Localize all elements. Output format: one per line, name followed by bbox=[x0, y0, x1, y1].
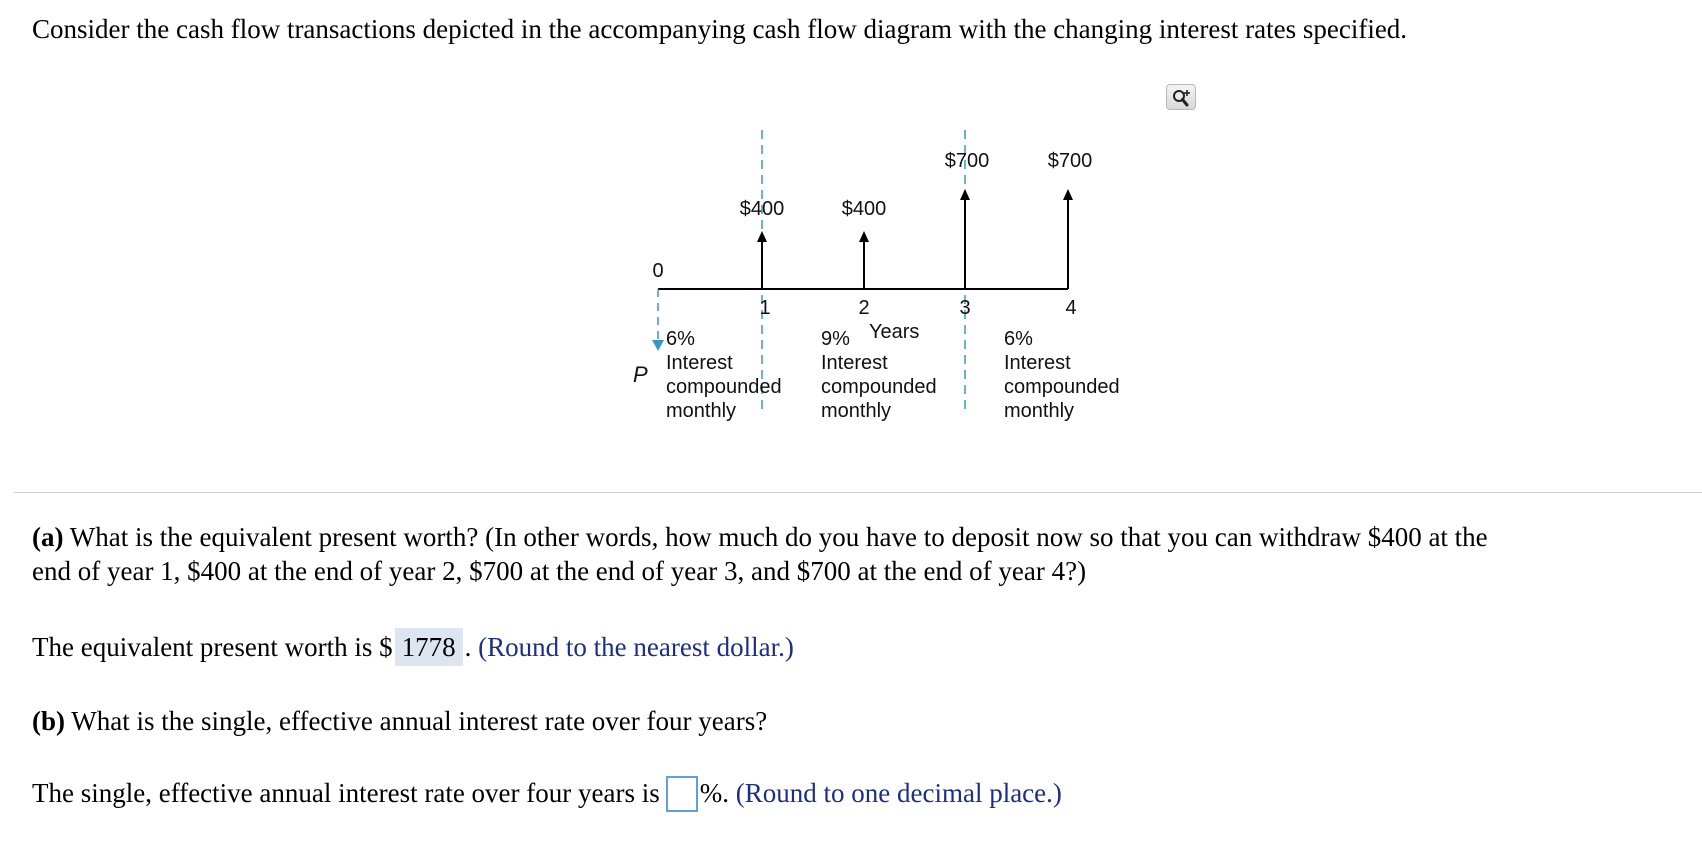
part-a-answer-prefix: The equivalent present worth is $ bbox=[32, 632, 393, 662]
present-worth-arrowhead bbox=[652, 340, 664, 351]
part-b-answer-line bbox=[32, 776, 1062, 812]
arrowhead-year-4 bbox=[1063, 189, 1073, 200]
interest-period-2: 9% Interest compounded monthly bbox=[821, 328, 937, 422]
part-b-answer-prefix: The single, effective annual interest rate over four years is bbox=[32, 778, 660, 808]
time-label-2: 2 bbox=[858, 297, 870, 319]
part-a-question bbox=[32, 520, 1488, 554]
cash-flow-amount-1: $400 bbox=[739, 198, 785, 220]
part-a-hint: (Round to the nearest dollar.) bbox=[478, 632, 794, 662]
question-prompt: Consider the cash flow transactions depicted in the accompanying cash flow diagram with the changing interest rates specified. bbox=[32, 14, 1408, 44]
part-b-answer-suffix: %. bbox=[699, 778, 729, 808]
arrowhead-year-1 bbox=[757, 231, 767, 242]
separator-line bbox=[14, 492, 1702, 493]
time-label-1: 1 bbox=[759, 297, 771, 319]
arrowhead-year-2 bbox=[859, 231, 869, 242]
cash-flow-amount-2: $400 bbox=[841, 198, 887, 220]
part-b-question bbox=[32, 704, 767, 738]
part-a-question-line-2: end of year 1, $400 at the end of year 2, $700 at the end of year 3, and $700 at the end of year 4?) bbox=[32, 556, 1087, 586]
interest-period-1: 6% Interest compounded monthly bbox=[666, 328, 782, 422]
cash-flow-amount-3: $700 bbox=[944, 150, 990, 172]
part-b-label: (b) bbox=[32, 706, 65, 736]
present-worth-answer-field[interactable]: 1778 bbox=[395, 628, 463, 666]
part-a-question-line-1: What is the equivalent present worth? (In other words, how much do you have to deposit now so that you can withdraw $400 at the bbox=[63, 522, 1488, 552]
axis-label-years: Years bbox=[869, 321, 920, 343]
effective-rate-answer-field[interactable] bbox=[666, 776, 698, 812]
part-a-question-continued bbox=[32, 554, 1086, 588]
arrowhead-year-3 bbox=[960, 189, 970, 200]
cash-flow-amount-4: $700 bbox=[1047, 150, 1093, 172]
time-label-4: 4 bbox=[1065, 297, 1077, 319]
interest-period-3: 6% Interest compounded monthly bbox=[1004, 328, 1120, 422]
part-a-label: (a) bbox=[32, 522, 64, 552]
part-a-answer-suffix: . bbox=[464, 632, 472, 662]
part-a-answer-line bbox=[32, 628, 794, 666]
time-label-3: 3 bbox=[959, 297, 971, 319]
time-label-0: 0 bbox=[652, 260, 664, 282]
present-worth-label: P bbox=[633, 362, 648, 387]
part-b-question-text: What is the single, effective annual interest rate over four years? bbox=[65, 706, 768, 736]
part-b-hint: (Round to one decimal place.) bbox=[735, 778, 1062, 808]
